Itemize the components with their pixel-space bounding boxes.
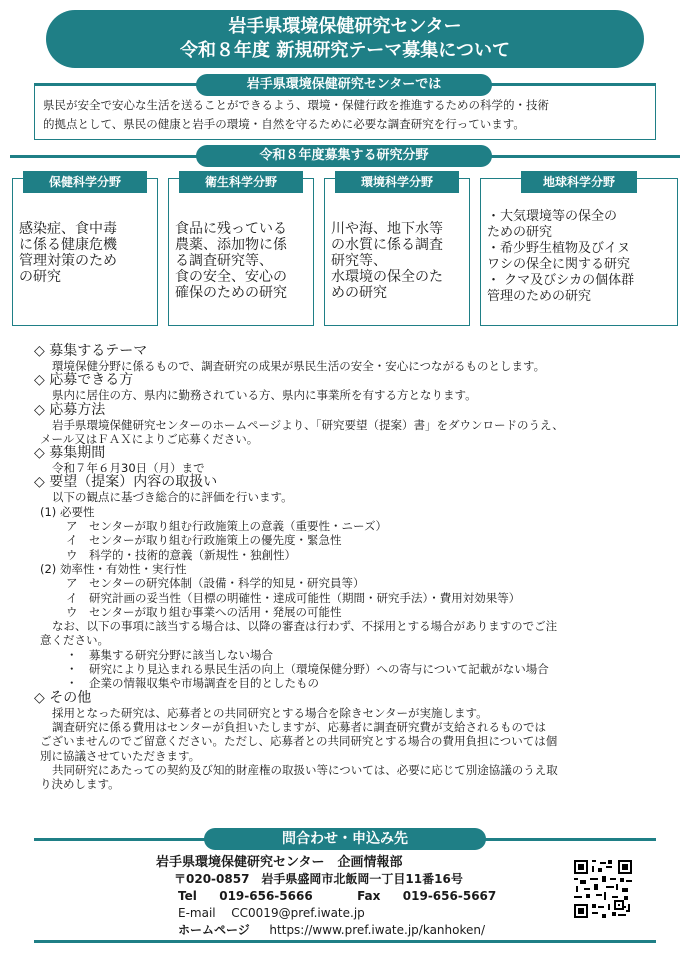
section-other-p2-1: 調査研究に係る費用はセンターが負担いたしますが、応募者に調査研究費が支給されるものでは [52,719,547,734]
contact-heading: 問合わせ・申込み先 [204,828,486,850]
field-hygiene-card [168,175,314,326]
field-health-card [12,175,158,326]
criteria-2-heading: (2) 効率性・有効性・実行性 [40,561,187,576]
field-health-text: 感染症、食中毒 に係る健康危機 管理対策のため の研究 [19,221,117,285]
qr-code-icon[interactable] [574,860,632,918]
contact-tel: 019-656-5666 [219,889,313,903]
criteria-2-a: ア センターの研究体制（設備・科学的知見・研究員等） [66,576,365,591]
criteria-1-heading: (1) 必要性 [40,504,95,519]
section-period-heading: ◇ 募集期間 [34,445,106,462]
field-environment-text: 川や海、地下水等 の水質に係る調査 研究等、 水環境の保全のた めの研究 [331,221,443,301]
intro-line-2: 的拠点として、県民の健康と岩手の環境・自然を守るために必要な調査研究を行っています。 [43,117,525,131]
field-health-label: 保健科学分野 [23,171,147,193]
contact-web-label: ホームページ [178,923,250,937]
handling-note-1: なお、以下の事項に該当する場合は、以降の審査は行わず、不採用とする場合がありますのでご注 [52,619,558,634]
field-earth-card [480,175,678,326]
contact-web-url[interactable]: https://www.pref.iwate.jp/kanhoken/ [269,923,486,937]
exclusion-1: ・ 募集する研究分野に該当しない場合 [66,647,273,662]
contact-fax-label: Fax [357,889,381,903]
contact-email[interactable]: CC0019@pref.iwate.jp [231,906,365,920]
section-theme-body: 環境保健分野に係るもので、調査研究の成果が県民生活の安全・安心につながるものとします。 [52,359,546,373]
criteria-2-b: イ 研究計画の妥当性（目標の明確性・達成可能性（期間・研究手法）・費用対効果等） [66,590,521,605]
section-method-body-2: メール又はＦＡＸによりご応募ください。 [40,431,259,446]
contact-email-label: E-mail [178,906,216,920]
section-handling-heading: ◇ 要望（提案）内容の取扱い [34,474,218,491]
intro-heading: 岩手県環境保健研究センターでは [196,74,492,96]
field-hygiene-label: 衛生科学分野 [179,171,303,193]
page-title-banner [46,10,644,68]
contact-address: 〒020-0857 岩手県盛岡市北飯岡一丁目11番16号 [174,872,463,886]
section-theme-heading: ◇ 募集するテーマ [34,343,148,359]
section-other-p1: 採用となった研究は、応募者との共同研究とする場合を除きセンターが実施します。 [52,705,488,720]
contact-web-row [150,922,570,939]
contact-phone-row [150,888,570,905]
page-title-org: 岩手県環境保健研究センター [228,16,462,37]
field-environment-label: 環境科学分野 [335,171,459,193]
intro-line-1: 県民が安全で安心な生活を送ることができるよう、環境・保健行政を推進するための科学的・技術 [43,98,549,112]
section-other-p2-3: 別に協議させていただきます。 [40,748,201,763]
exclusion-2: ・ 研究により見込まれる県民生活の向上（環境保健分野）への寄与について記載がない場合 [66,662,549,677]
section-method-heading: ◇ 応募方法 [34,401,106,418]
exclusion-3: ・ 企業の情報収集や市場調査を目的としたもの [66,676,319,691]
contact-block [150,854,570,939]
field-hygiene-text: 食品に残っている 農薬、添加物に係 る調査研究等、 食の安全、安心の 確保のための研究 [175,221,287,301]
fields-heading: 令和８年度募集する研究分野 [196,145,492,167]
section-eligible-heading: ◇ 応募できる方 [34,372,134,389]
contact-rule-bottom [34,940,656,943]
section-method-body-1: 岩手県環境保健研究センターのホームページより、「研究要望（提案）書」をダウンロードのうえ、 [52,417,564,432]
section-other-p3-1: 共同研究にあたっての契約及び知的財産権の取扱い等については、必要に応じて別途協議のうえ取 [52,762,558,777]
section-handling-intro: 以下の観点に基づき総合的に評価を行います。 [52,490,293,505]
field-earth-label: 地球科学分野 [521,171,637,193]
section-other-heading: ◇ その他 [34,689,92,706]
field-environment-card [324,175,470,326]
field-earth-text: ・大気環境等の保全の ための研究 ・希少野生植物及びイヌ ワシの保全に関する研究 ・ クマ及びシカの個体群 管理のための研究 [487,209,635,304]
section-other-p2-2: ございませんのでご留意ください。ただし、応募者との共同研究とする場合の費用負担については個 [40,734,558,749]
contact-org: 岩手県環境保健研究センター 企画情報部 [156,855,403,870]
section-period-body: 令和７年６月30日（月）まで [52,461,205,476]
criteria-1-a: ア センターが取り組む行政施策上の意義（重要性・ニーズ） [66,519,387,534]
page-title-main: 令和８年度 新規研究テーマ募集について [180,40,510,61]
criteria-2-c: ウ センターが取り組む事業への活用・発展の可能性 [66,604,342,619]
criteria-1-b: イ センターが取り組む行政施策上の優先度・緊急性 [66,533,342,548]
body-sections [34,344,664,791]
contact-email-row [150,905,570,922]
handling-note-2: 意ください。 [40,633,109,648]
contact-tel-label: Tel [178,889,197,903]
section-other-p3-2: り決めします。 [40,777,120,792]
section-eligible-body: 県内に居住の方、県内に勤務されている方、県内に事業所を有する方となります。 [52,388,477,403]
criteria-1-c: ウ 科学的・技術的意義（新規性・独創性） [66,547,296,562]
contact-fax: 019-656-5667 [402,889,497,903]
